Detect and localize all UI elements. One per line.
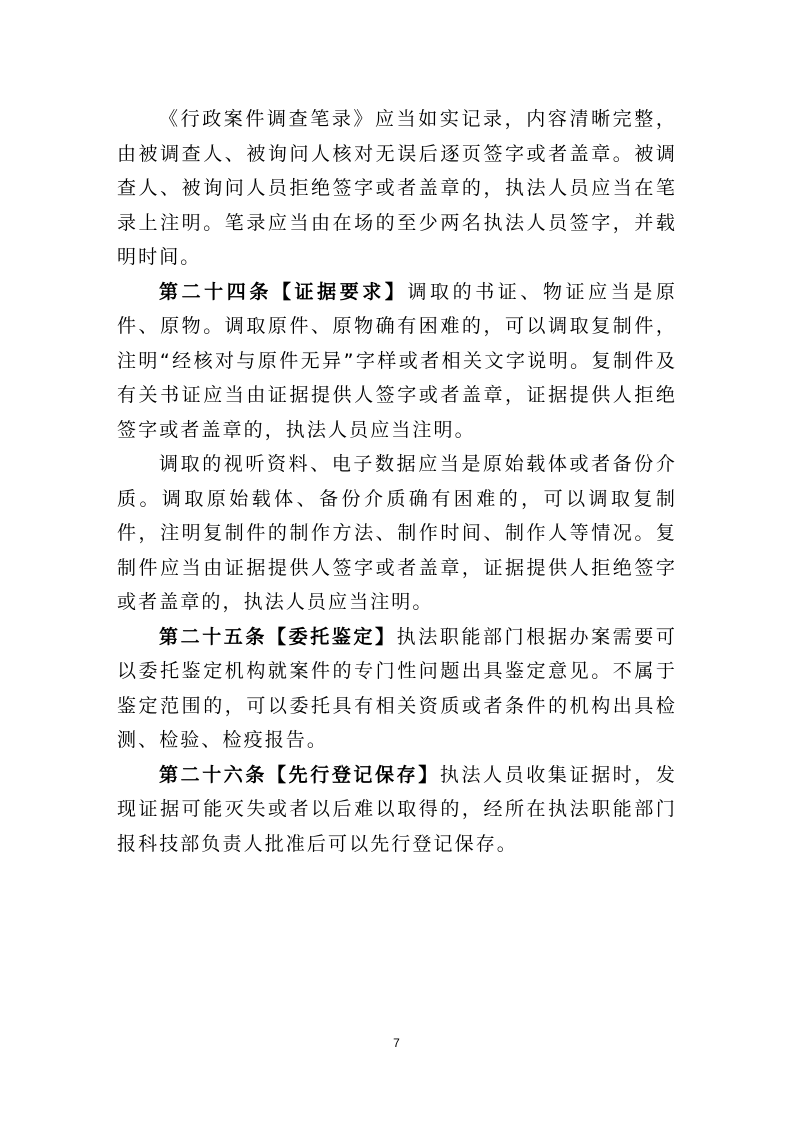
article-title: 【委托鉴定】 bbox=[267, 625, 397, 648]
paragraph-article-26 bbox=[117, 758, 677, 862]
page-number: 7 bbox=[393, 1036, 400, 1050]
paragraph-investigation-record bbox=[117, 102, 677, 275]
paragraph-text: 调取的视听资料、电子数据应当是原始载体或者备份介质。调取原始载体、备份介质确有困难的，可以调取复制件，注明复制件的制作方法、制作时间、制作人等情况。复制件应当由证据提供人签字或者盖章，证据提供人拒绝签字或者盖章的，执法人员应当注明。 bbox=[117, 453, 677, 613]
paragraph-article-25 bbox=[117, 620, 677, 758]
article-title: 【证据要求】 bbox=[271, 280, 408, 303]
paragraph-text: 《行政案件调查笔录》应当如实记录，内容清晰完整，由被调查人、被询问人核对无误后逐页签字或者盖章。被调查人、被询问人员拒绝签字或者盖章的，执法人员应当在笔录上注明。笔录应当由在场的至少两名执法人员签字，并载明时间。 bbox=[117, 108, 677, 268]
paragraph-text: 调取的书证、物证应当是原件、原物。调取原件、原物确有困难的，可以调取复制件，注明“经核对与原件无异”字样或者相关文字说明。复制件及有关书证应当由证据提供人签字或者盖章，证据提供人拒绝签字或者盖章的，执法人员应当注明。 bbox=[117, 280, 677, 441]
paragraph-text: 执法职能部门根据办案需要可以委托鉴定机构就案件的专门性问题出具鉴定意见。不属于鉴定范围的，可以委托具有相关资质或者条件的机构出具检测、检验、检疫报告。 bbox=[117, 625, 677, 751]
paragraph-electronic-evidence bbox=[117, 447, 677, 620]
article-number: 第二十五条 bbox=[159, 625, 268, 648]
paragraph-article-24 bbox=[117, 275, 677, 448]
article-title: 【先行登记保存】 bbox=[267, 763, 440, 786]
document-body bbox=[117, 102, 677, 861]
paragraph-text: 执法人员收集证据时，发现证据可能灭失或者以后难以取得的，经所在执法职能部门报科技部负责人批准后可以先行登记保存。 bbox=[117, 763, 677, 855]
article-number: 第二十四条 bbox=[159, 280, 272, 303]
article-number: 第二十六条 bbox=[159, 763, 268, 786]
